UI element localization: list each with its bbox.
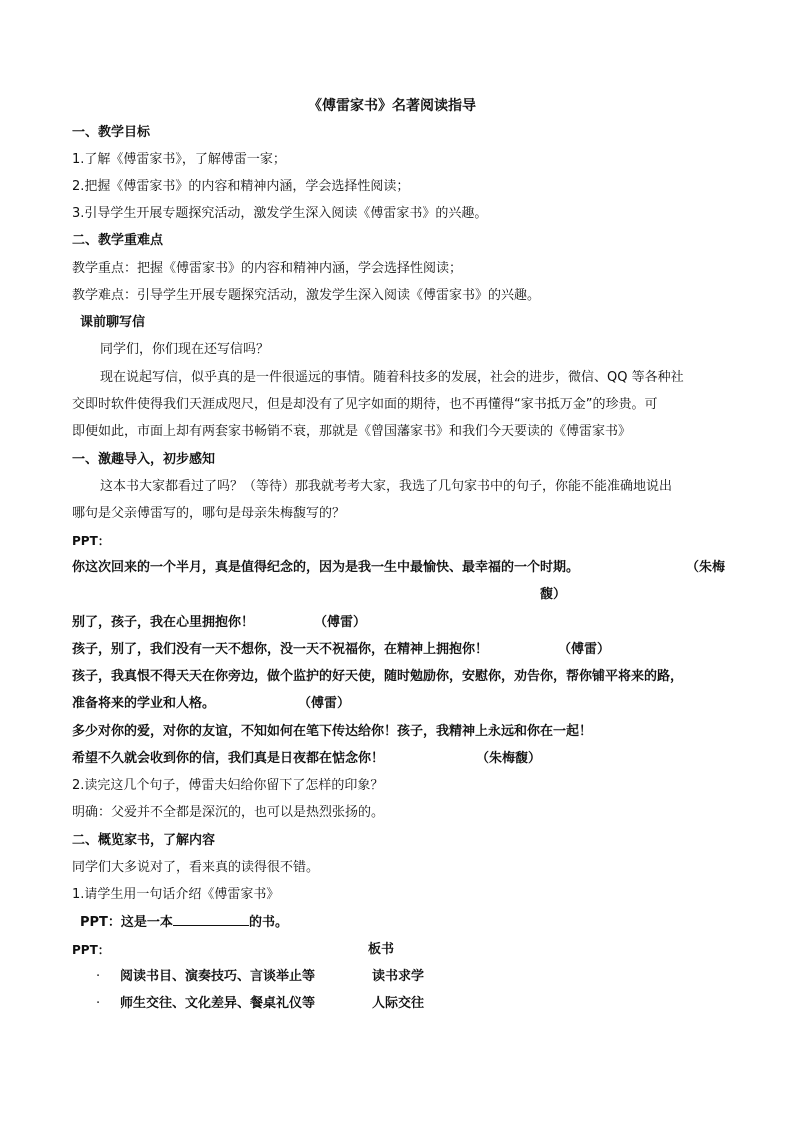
section-heading-goals: 一、教学目标 xyxy=(72,125,151,140)
ppt-fill-prefix: PPT：这是一本 xyxy=(80,915,173,930)
paragraph-text: 现在说起写信，似乎真的是一件很遥远的事情。随着科技多的发展，社会的进步，微信、QQ 等各种社 xyxy=(100,370,684,385)
paragraph-text: 同学们大多说对了，看来真的读得很不错。 xyxy=(72,860,320,875)
quote-author: （傅雷） xyxy=(558,642,611,657)
goal-item: 2.把握《傅雷家书》的内容和精神内涵，学会选择性阅读； xyxy=(72,179,410,194)
section-heading-key-points: 二、教学重难点 xyxy=(72,233,164,248)
quote-line: 别了，孩子，我在心里拥抱你！ xyxy=(72,615,255,630)
ppt-label: PPT： xyxy=(72,943,110,957)
list-item-right: 读书求学 xyxy=(372,969,425,984)
goal-item: 1.了解《傅雷家书》，了解傅雷一家； xyxy=(72,152,286,167)
ppt-fill-line xyxy=(80,913,288,932)
bullet-icon: · xyxy=(96,996,101,1011)
quote-line: 你这次回来的一个半月，真是值得纪念的，因为是我一生中最愉快、最幸福的一个时期。 xyxy=(72,560,580,575)
bullet-icon: · xyxy=(96,969,101,984)
quote-author: 馥） xyxy=(540,587,567,602)
paragraph-text: 1.请学生用一句话介绍《傅雷家书》 xyxy=(72,887,280,902)
paragraph-text: 这本书大家都看过了吗？（等待）那我就考考大家，我选了几句家书中的句子，你能不能准确地说出 xyxy=(100,479,673,494)
difficult-point-text: 教学难点：引导学生开展专题探究活动，激发学生深入阅读《傅雷家书》的兴趣。 xyxy=(72,288,541,303)
quote-author: （傅雷） xyxy=(314,615,367,630)
quote-line: 孩子，别了，我们没有一天不想你，没一天不祝福你，在精神上拥抱你！ xyxy=(72,642,489,657)
paragraph-text: 即便如此，市面上却有两套家书畅销不衰，那就是《曾国藩家书》和我们今天要读的《傅雷家书》 xyxy=(72,424,632,439)
list-item-left: 阅读书目、演奏技巧、言谈举止等 xyxy=(120,969,316,984)
section-heading-intro: 一、激趣导入，初步感知 xyxy=(72,452,216,467)
ppt-label: PPT： xyxy=(72,534,110,548)
page-title: 《傅雷家书》名著阅读指导 xyxy=(308,98,476,114)
quote-line: 孩子，我真恨不得天天在你旁边，做个监护的好天使，随时勉励你，安慰你，劝告你，帮你铺平将来的路， xyxy=(72,669,684,684)
key-point-text: 教学重点：把握《傅雷家书》的内容和精神内涵，学会选择性阅读； xyxy=(72,261,463,276)
quote-author: （朱梅 xyxy=(686,560,726,575)
question-text: 2.读完这几个句子，傅雷夫妇给你留下了怎样的印象？ xyxy=(72,778,384,793)
quote-line: 准备将来的学业和人格。 xyxy=(72,696,216,711)
goal-item: 3.引导学生开展专题探究活动，激发学生深入阅读《傅雷家书》的兴趣。 xyxy=(72,206,488,221)
fill-blank xyxy=(173,913,249,926)
clarify-text: 明确：父爱并不全都是深沉的，也可以是热烈张扬的。 xyxy=(72,805,385,820)
ppt-fill-suffix: 的书。 xyxy=(248,915,288,930)
section-heading-overview: 二、概览家书，了解内容 xyxy=(72,833,216,848)
pre-class-heading: 课前聊写信 xyxy=(80,315,146,330)
quote-author: （朱梅馥） xyxy=(476,751,542,766)
board-label: 板书 xyxy=(368,942,395,957)
quote-author: （傅雷） xyxy=(298,696,351,711)
list-item-right: 人际交往 xyxy=(372,996,425,1011)
quote-line: 多少对你的爱，对你的友谊，不知如何在笔下传达给你！孩子，我精神上永远和你在一起！ xyxy=(72,724,593,739)
paragraph-text: 交即时软件使得我们天涯成咫尺，但是却没有了见字如面的期待，也不再懂得“家书抵万金”的珍贵。可 xyxy=(72,397,658,412)
paragraph-text: 哪句是父亲傅雷写的，哪句是母亲朱梅馥写的？ xyxy=(72,506,346,521)
list-item-left: 师生交往、文化差异、餐桌礼仪等 xyxy=(120,996,316,1011)
paragraph-text: 同学们，你们现在还写信吗？ xyxy=(100,342,270,357)
quote-line: 希望不久就会收到你的信，我们真是日夜都在惦念你！ xyxy=(72,751,385,766)
